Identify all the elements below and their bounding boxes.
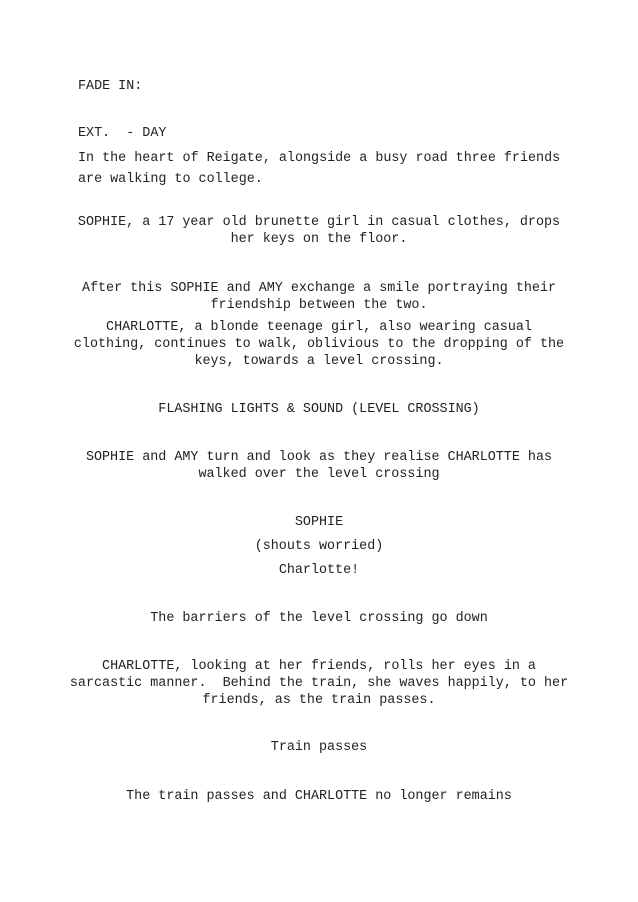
transition: FADE IN: bbox=[78, 79, 143, 94]
action-line: The train passes and CHARLOTTE no longer remains bbox=[126, 789, 512, 804]
action-line: Train passes bbox=[270, 740, 368, 755]
action-line: sarcastic manner. Behind the train, she waves happily, to her bbox=[69, 676, 569, 691]
action-line: SOPHIE and AMY turn and look as they realise CHARLOTTE has bbox=[85, 450, 553, 465]
scene-heading: EXT. - DAY bbox=[78, 126, 167, 141]
action-line: After this SOPHIE and AMY exchange a smile portraying their bbox=[81, 281, 557, 296]
character-name: SOPHIE bbox=[294, 515, 344, 530]
dialogue: Charlotte! bbox=[278, 563, 360, 578]
action-line: CHARLOTTE, looking at her friends, rolls her eyes in a bbox=[102, 659, 536, 674]
action-line: clothing, continues to walk, oblivious to the dropping of the bbox=[73, 337, 565, 352]
action-line: The barriers of the level crossing go down bbox=[150, 611, 488, 626]
action-line: friendship between the two. bbox=[210, 298, 428, 313]
action-line: walked over the level crossing bbox=[198, 467, 440, 482]
action-line: CHARLOTTE, a blonde teenage girl, also wearing casual bbox=[106, 320, 532, 335]
action-line: are walking to college. bbox=[78, 172, 263, 187]
parenthetical: (shouts worried) bbox=[254, 539, 384, 554]
action-line: her keys on the floor. bbox=[230, 232, 408, 247]
action-line: friends, as the train passes. bbox=[202, 693, 436, 708]
action-line: SOPHIE, a 17 year old brunette girl in casual clothes, drops bbox=[77, 215, 561, 230]
sound-cue: FLASHING LIGHTS & SOUND (LEVEL CROSSING) bbox=[158, 402, 480, 417]
action-line: In the heart of Reigate, alongside a busy road three friends bbox=[78, 151, 561, 166]
action-line: keys, towards a level crossing. bbox=[194, 354, 444, 369]
